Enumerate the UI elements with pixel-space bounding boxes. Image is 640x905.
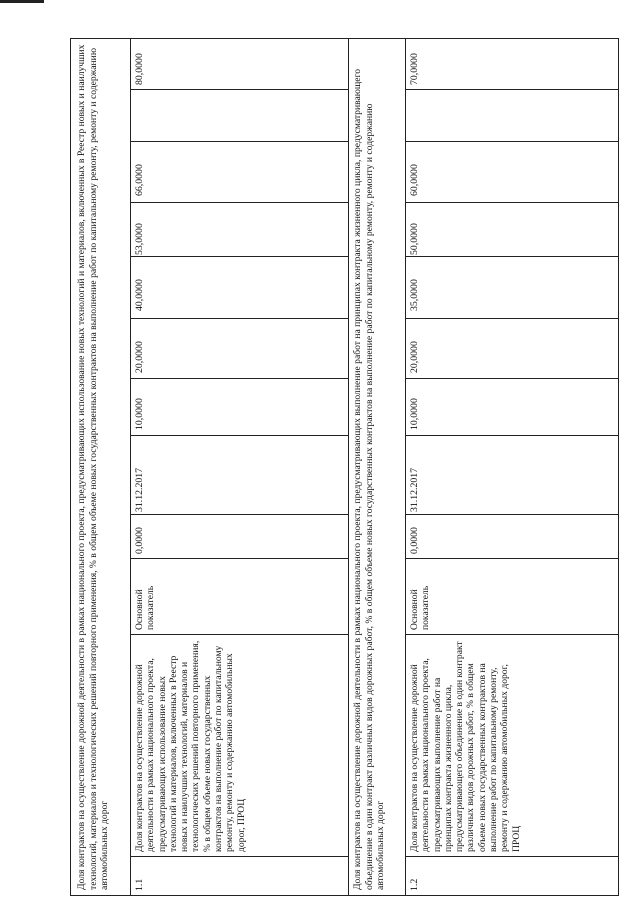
year-value: 20,0000 [134, 341, 145, 373]
col-name-divider [130, 634, 348, 635]
base-value: 0,0000 [409, 527, 420, 554]
section2-header: Доля контрактов на осуществление дорожной деятельности в рамках национального проекта, предусматривающих выполнение работ на принципах контракта жизненного цикла, предусматривающего объединение в один контракт различных видов дорожных работ, % в общем объеме новых государственных контрактов на выполнение работ по капитальному ремонту, ремонту и содержанию автомобильных дорог [352, 68, 387, 890]
col-base-date-divider [130, 435, 348, 436]
col-base-value-divider [130, 514, 348, 515]
col-number-divider [130, 856, 348, 857]
year-value: 40,0000 [134, 279, 145, 311]
row-number: 1.2 [409, 878, 420, 891]
col-year4-divider [130, 202, 348, 203]
col-year6-divider [405, 89, 619, 90]
year-value: 10,0000 [134, 398, 145, 430]
col-type-divider [405, 558, 619, 559]
col-year6-divider [130, 89, 348, 90]
base-date: 31.12.2017 [409, 467, 420, 512]
year-value: 53,0000 [134, 223, 145, 255]
col-base-date-divider [405, 435, 619, 436]
indicator-type: Основной показатель [134, 585, 157, 630]
col-year3-divider [130, 256, 348, 257]
base-value: 0,0000 [134, 527, 145, 554]
col-year1-divider [130, 378, 348, 379]
col-year5-divider [405, 141, 619, 142]
rotated-document-page [70, 38, 619, 896]
year-value: 80,0000 [134, 53, 145, 85]
year-value: 60,0000 [409, 164, 420, 196]
col-year3-divider [405, 256, 619, 257]
year-value: 35,0000 [409, 279, 420, 311]
scan-edge-mark [0, 0, 44, 3]
section1-header: Доля контрактов на осуществление дорожной деятельности в рамках национального проекта, предусматривающих использование новых технологий и материалов, включенных в Реестр новых и наилучших технологий, материалов и технологических решений повторного применения, % в общем объеме новых государственных контрактов на выполнение работ по капитальному ремонту, ремонту и содержанию автомобильных дорог [76, 44, 111, 890]
year-value: 10,0000 [409, 398, 420, 430]
col-year4-divider [405, 202, 619, 203]
col-year2-divider [405, 318, 619, 319]
year-value: 66,0000 [134, 164, 145, 196]
year-value: 20,0000 [409, 341, 420, 373]
rule-s2-header-bottom [405, 38, 406, 896]
col-base-value-divider [405, 514, 619, 515]
rule-s1-row-bottom [348, 38, 349, 896]
indicator-type: Основной показатель [409, 585, 432, 630]
col-type-divider [130, 558, 348, 559]
row-number: 1.1 [134, 878, 145, 891]
base-date: 31.12.2017 [134, 467, 145, 512]
col-number-divider [405, 856, 619, 857]
year-value: 50,0000 [409, 223, 420, 255]
indicator-name: Доля контрактов на осуществление дорожной деятельности в рамках национального проекта, предусматривающих выполнение работ на принципах контракта жизненного цикла, предусматривающего объединение в один контракт различных видов дорожных работ, % в общем объеме новых государственных контрактов на выполнение работ по капитальному ремонту, ремонту и содержанию автомобильных дорог, ПРОЦ [409, 641, 522, 852]
indicator-table [70, 38, 619, 896]
indicator-name: Доля контрактов на осуществление дорожной деятельности в рамках национального проекта, предусматривающих использование новых технологий и материалов, включенных в Реестр новых и наилучших технологий, материалов и технологических решений повторного применения, % в общем объеме новых государственных контрактов на выполнение работ по капитальному ремонту, ремонту и содержанию автомобильных дорог, ПРОЦ [134, 640, 247, 852]
year-value: 70,0000 [409, 53, 420, 85]
col-year5-divider [130, 141, 348, 142]
col-name-divider [405, 634, 619, 635]
col-year2-divider [130, 318, 348, 319]
rule-s1-header-bottom [130, 38, 131, 896]
col-year1-divider [405, 378, 619, 379]
